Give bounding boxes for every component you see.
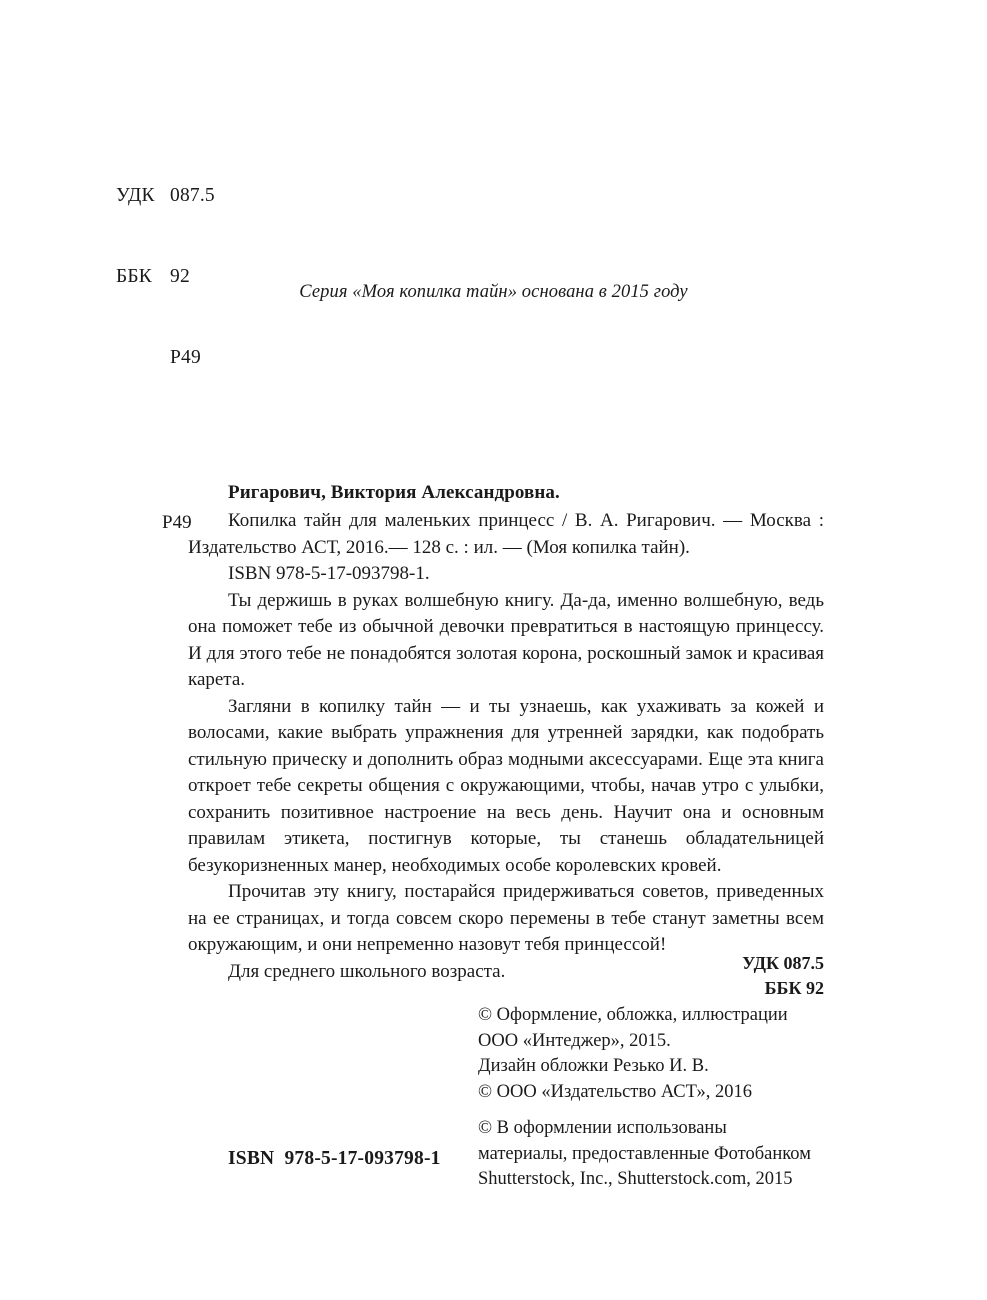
copyright-line: материалы, предоставленные Фотобанком [478, 1143, 811, 1164]
annotation-paragraph-2: Загляни в копилку тайн — и ты узнаешь, как ухаживать за кожей и волосами, какие выбрать упражнения для утренней зарядки, как подобрать стильную прическу и дополнить образ модными аксессуарами. Еще эта книга откроет тебе секреты общения с окружающими, чтобы, начав утро с улыбки, сохранить позитивное настроение на весь день. Научит она и основным правилам этикета, постигнув которые, ты станешь обладательницей безукоризненных манер, необходимых особе королевских кровей. [188, 695, 824, 876]
copyright-line: © Оформление, обложка, иллюстрации [478, 1005, 788, 1025]
annotation-paragraph-3: Прочитав эту книгу, постарайся придерживаться советов, приведенных на ее страницах, и тогда совсем скоро перемены в тебе станут заметны всем окружающим, и они непременно назовут тебя принцессой! [188, 881, 824, 955]
copyright-group-photobank [478, 1116, 838, 1193]
isbn-bottom: ISBN 978-5-17-093798-1 [228, 1148, 441, 1169]
udk-repeat: УДК 087.5 [742, 953, 824, 973]
shelf-mark-top: Р49 [170, 347, 201, 368]
title-statement: Копилка тайн для маленьких принцесс / В. А. Ригарович. — Москва : Издательство АСТ, 2016.— 128 с. : ил. — (Моя копилка тайн). [188, 510, 824, 558]
copyright-line: © ООО «Издательство АСТ», 2016 [478, 1081, 752, 1102]
audience-note: Для среднего школьного возраста. [228, 960, 506, 982]
copyright-line: Shutterstock, Inc., Shutterstock.com, 2015 [478, 1169, 793, 1189]
copyright-group-design [478, 1003, 838, 1105]
shelf-mark-row-top [116, 344, 215, 371]
classification-codes-repeat [424, 951, 824, 1001]
bbk-value-top: 92 [170, 266, 190, 287]
shelf-mark-biblio: Р49 [162, 512, 192, 533]
author-heading: Ригарович, Виктория Александровна. [228, 482, 560, 503]
udk-value-top: 087.5 [170, 185, 215, 206]
copyright-line: ООО «Интеджер», 2015. [478, 1030, 671, 1051]
bibliographic-record [162, 480, 824, 985]
series-note: Серия «Моя копилка тайн» основана в 2015 году [299, 282, 688, 302]
bbk-repeat: ББК 92 [764, 978, 824, 998]
bbk-label-top: ББК [116, 266, 153, 287]
udk-label-top: УДК [116, 185, 155, 206]
udk-row-top [116, 182, 215, 209]
classification-codes-top [116, 128, 215, 425]
copyright-line: Дизайн обложки Резько И. В. [478, 1056, 709, 1076]
annotation-paragraph-1: Ты держишь в руках волшебную книгу. Да-да, именно волшебную, ведь она поможет тебе из обычной девочки превратиться в настоящую принцессу. И для этого тебе не понадобятся золотая корона, роскошный замок и красивая карета. [188, 589, 824, 690]
copyright-line: © В оформлении использованы [478, 1118, 727, 1138]
copyright-block [478, 1003, 838, 1193]
isbn-record: ISBN 978-5-17-093798-1. [228, 563, 430, 584]
